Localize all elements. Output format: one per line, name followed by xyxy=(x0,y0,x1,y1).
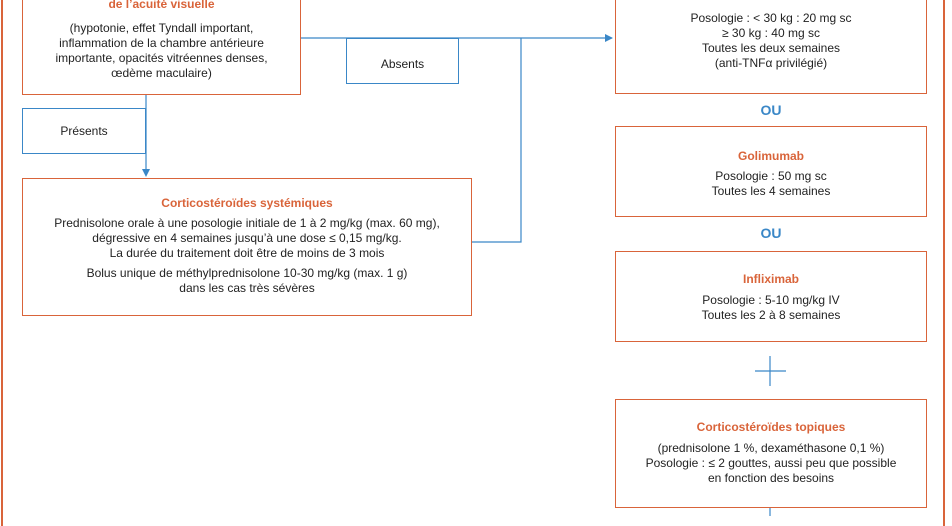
label-absents xyxy=(346,38,459,84)
label-presents xyxy=(22,108,146,154)
label-presents-text: Présents xyxy=(60,124,108,138)
box-cortico-sys-line: Bolus unique de méthylprednisolone 10-30 mg/kg (max. 1 g) xyxy=(86,266,408,280)
box-cortico-sys-title: Corticostéroïdes systémiques xyxy=(161,196,333,210)
label-absents-text: Absents xyxy=(380,57,425,71)
box-top-right-line: ≥ 30 kg : 40 mg sc xyxy=(722,26,820,40)
box-infliximab-line: Posologie : 5-10 mg/kg IV xyxy=(702,293,840,307)
box-top-left-line: œdème maculaire) xyxy=(111,66,212,80)
box-top-right-line: (anti-TNFα privilégié) xyxy=(714,56,828,70)
box-top-left xyxy=(22,0,301,95)
arrowhead-right xyxy=(605,34,613,42)
box-top-left-title: de l’acuité visuelle xyxy=(108,0,215,11)
box-golimumab xyxy=(615,126,927,217)
box-infliximab xyxy=(615,251,927,342)
box-top-left-line: (hypotonie, effet Tyndall important, xyxy=(69,21,254,35)
box-cortico-top-line: (prednisolone 1 %, dexaméthasone 0,1 %) xyxy=(657,441,885,455)
box-golimumab-line: Toutes les 4 semaines xyxy=(711,184,831,198)
box-infliximab-line: Toutes les 2 à 8 semaines xyxy=(701,308,841,322)
box-top-left-line: importante, opacités vitréennes denses, xyxy=(55,51,268,65)
ou-label-1: OU xyxy=(760,102,782,118)
ou-label-2: OU xyxy=(760,225,782,241)
box-cortico-top-title: Corticostéroïdes topiques xyxy=(696,420,846,434)
box-cortico-sys-line: La durée du traitement doit être de moins de 3 mois xyxy=(109,246,385,260)
box-cortico-top-line: en fonction des besoins xyxy=(707,471,835,485)
connector-sys-to-right xyxy=(472,38,521,242)
box-infliximab-title: Infliximab xyxy=(742,272,799,286)
box-top-right-line: Toutes les deux semaines xyxy=(701,41,841,55)
box-corticosteroides-topiques xyxy=(615,399,927,508)
box-top-right-line: Posologie : < 30 kg : 20 mg sc xyxy=(690,11,852,25)
box-golimumab-title: Golimumab xyxy=(737,149,804,163)
box-cortico-sys-line: dégressive en 4 semaines jusqu’à une dose ≤ 0,15 mg/kg. xyxy=(92,231,402,245)
box-golimumab-line: Posologie : 50 mg sc xyxy=(715,169,827,183)
box-cortico-top-line: Posologie : ≤ 2 gouttes, aussi peu que possible xyxy=(645,456,897,470)
box-top-right xyxy=(615,0,927,94)
arrowhead-down xyxy=(142,169,150,177)
box-top-left-line: inflammation de la chambre antérieure xyxy=(59,36,264,50)
box-cortico-sys-line: Prednisolone orale à une posologie initiale de 1 à 2 mg/kg (max. 60 mg), xyxy=(54,216,440,230)
box-cortico-sys-line: dans les cas très sévères xyxy=(179,281,315,295)
box-corticosteroides-systemiques xyxy=(22,178,472,316)
